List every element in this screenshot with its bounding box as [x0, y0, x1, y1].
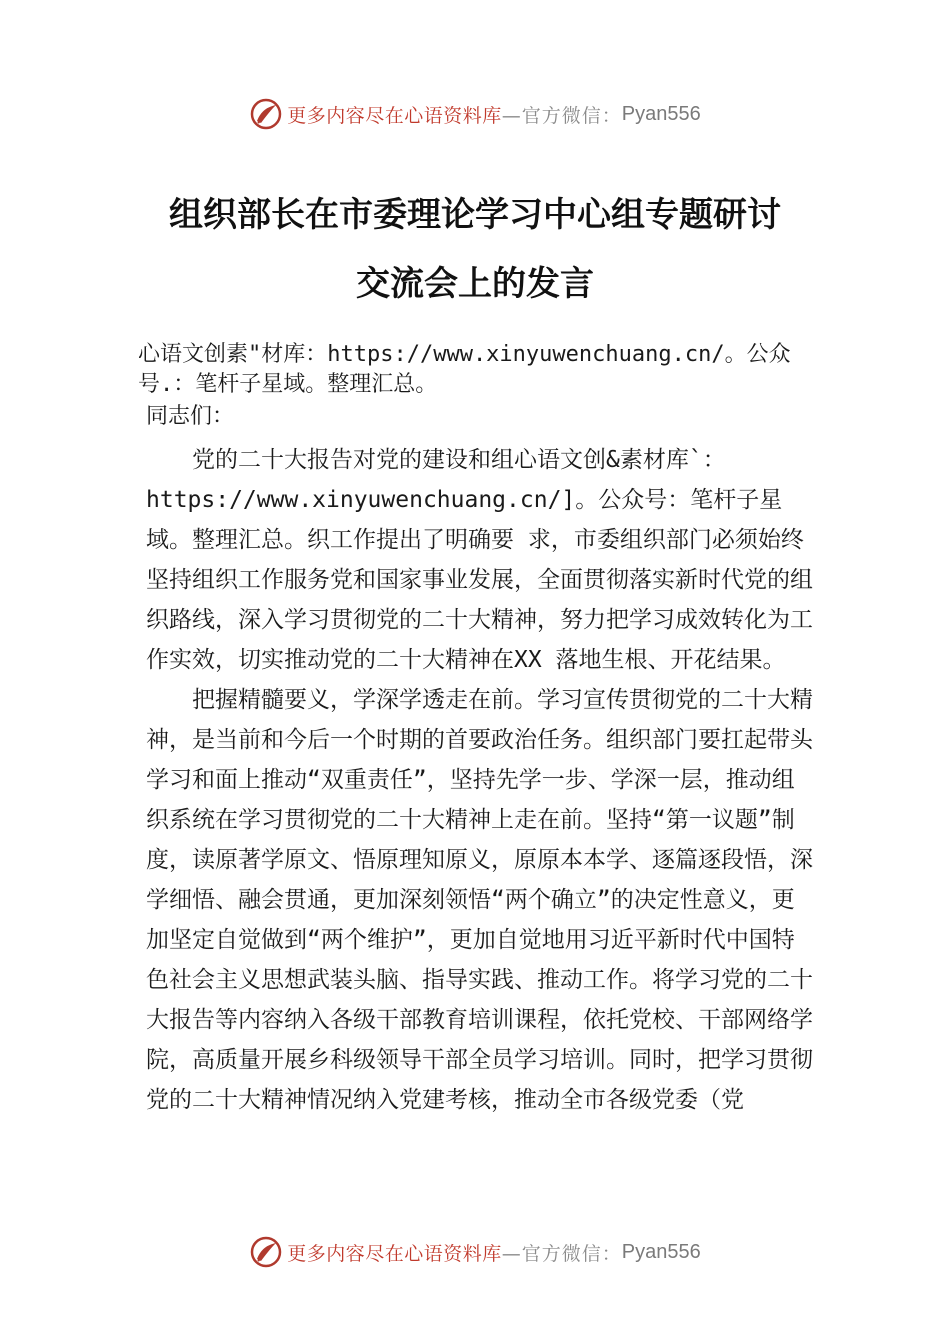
pen-seal-logo-icon — [249, 1235, 283, 1269]
watermark-brand: 更多内容尽在心语资料库 — [287, 1242, 502, 1265]
watermark-brand: 更多内容尽在心语资料库 — [287, 104, 502, 127]
watermark-official-label: —官方微信： — [501, 104, 622, 127]
watermark-banner-top — [0, 94, 950, 134]
paragraph: 把握精髓要义，学深学透走在前。学习宣传贯彻党的二十大精神，是当前和今后一个时期的首要政治任务。组织部门要扛起带头学习和面上推动“双重责任”，坚持先学一步、学深一层，推动组织系统在学习贯彻党的二十大精神上走在前。坚持“第一议题”制度，读原著学原文、悟原理知原义，原原本本学、逐篇逐段悟，深学细悟、融会贯通，更加深刻领悟“两个确立”的决定性意义，更加坚定自觉做到“两个维护”，更加自觉地用习近平新时代中国特色社会主义思想武装头脑、指导实践、推动工作。将学习党的二十大报告等内容纳入各级干部教育培训课程，依托党校、干部网络学院，高质量开展乡科级领导干部全员学习培训。同时，把学习贯彻党的二十大精神情况纳入党建考核，推动全市各级党委（党 — [146, 687, 813, 1113]
document-title-line-1: 组织部长在市委理论学习中心组专题研讨 — [169, 195, 781, 235]
watermark-wechat-id: Pyan556 — [621, 102, 701, 125]
document-body — [146, 440, 816, 1120]
watermark-banner-bottom — [0, 1232, 950, 1272]
watermark-official-label: —官方微信： — [501, 1242, 622, 1265]
source-note: 心语文创素"材库：https://www.xinyuwenchuang.cn/。公众号.：笔杆子星域。整理汇总。 — [138, 342, 791, 397]
greeting: 同志们： — [146, 404, 235, 429]
document-title-line-2: 交流会上的发言 — [356, 264, 594, 304]
watermark-wechat-id: Pyan556 — [621, 1240, 701, 1263]
pen-seal-logo-icon — [249, 97, 283, 131]
paragraph: 党的二十大报告对党的建设和组心语文创&素材库`：https://www.xinyuwenchuang.cn/]。公众号：笔杆子星域。整理汇总。织工作提出了明确要 求，市委组织部门必须始终坚持组织工作服务党和国家事业发展，全面贯彻落实新时代党的组织路线，深入学习贯彻党的二十大精神，努力把学习成效转化为工作实效，切实推动党的二十大精神在XX 落地生根、开花结果。 — [146, 447, 813, 673]
